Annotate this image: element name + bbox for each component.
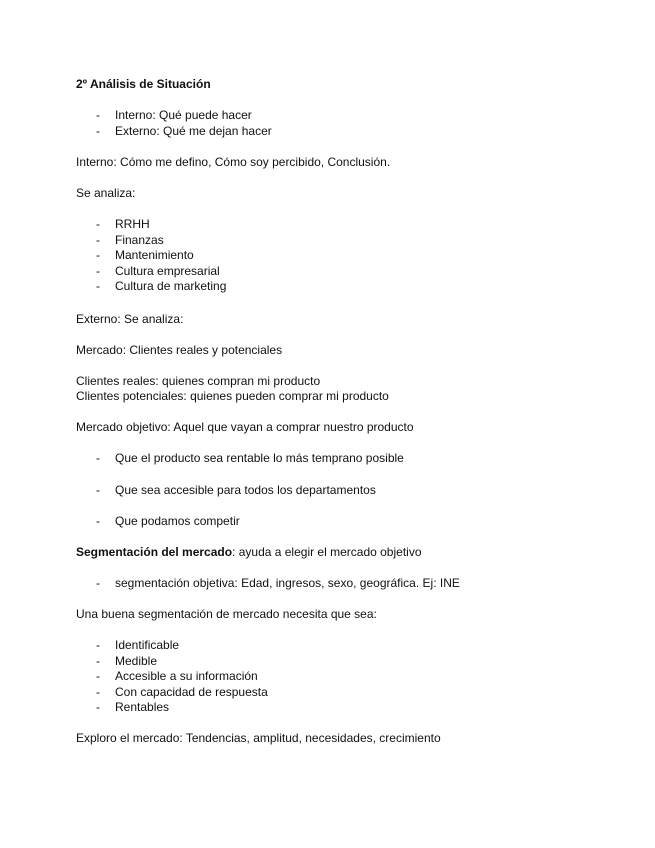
list-item: - RRHH	[96, 217, 150, 231]
list-item: - segmentación objetiva: Edad, ingresos, sexo, geográfica. Ej: INE	[96, 576, 460, 590]
paragraph: Mercado objetivo: Aquel que vayan a comprar nuestro producto	[76, 420, 414, 434]
paragraph: Exploro el mercado: Tendencias, amplitud, necesidades, crecimiento	[76, 731, 441, 745]
list-item: - Que podamos competir	[96, 514, 240, 528]
list-item: - Con capacidad de respuesta	[96, 685, 268, 699]
list-item: - Medible	[96, 654, 158, 668]
list-item: - Rentables	[96, 700, 170, 714]
list-item: - Cultura empresarial	[96, 264, 220, 278]
list-item: - Mantenimiento	[96, 248, 194, 262]
paragraph: Interno: Cómo me defino, Cómo soy percibido, Conclusión.	[76, 155, 391, 169]
list-item: - Cultura de marketing	[96, 279, 227, 293]
list-item: - Que sea accesible para todos los departamentos	[96, 483, 376, 497]
paragraph: Clientes reales: quienes compran mi producto	[76, 374, 321, 388]
list-item: - Que el producto sea rentable lo más temprano posible	[96, 451, 404, 465]
paragraph: Una buena segmentación de mercado necesita que sea:	[76, 607, 377, 621]
section-heading: 2º Análisis de Situación	[76, 77, 211, 91]
list-item: - Accesible a su información	[96, 669, 258, 683]
paragraph: Externo: Se analiza:	[76, 312, 184, 326]
paragraph: Se analiza:	[76, 186, 136, 200]
segmentacion-term: Segmentación del mercado	[76, 545, 233, 559]
list-item: - Interno: Qué puede hacer	[96, 108, 252, 122]
list-item: - Identificable	[96, 638, 180, 652]
list-item: - Externo: Qué me dejan hacer	[96, 124, 272, 138]
paragraph: Clientes potenciales: quienes pueden comprar mi producto	[76, 389, 389, 403]
list-item: - Finanzas	[96, 233, 164, 247]
paragraph: Mercado: Clientes reales y potenciales	[76, 343, 283, 357]
paragraph: Segmentación del mercado: ayuda a elegir el mercado objetivo	[76, 545, 422, 559]
